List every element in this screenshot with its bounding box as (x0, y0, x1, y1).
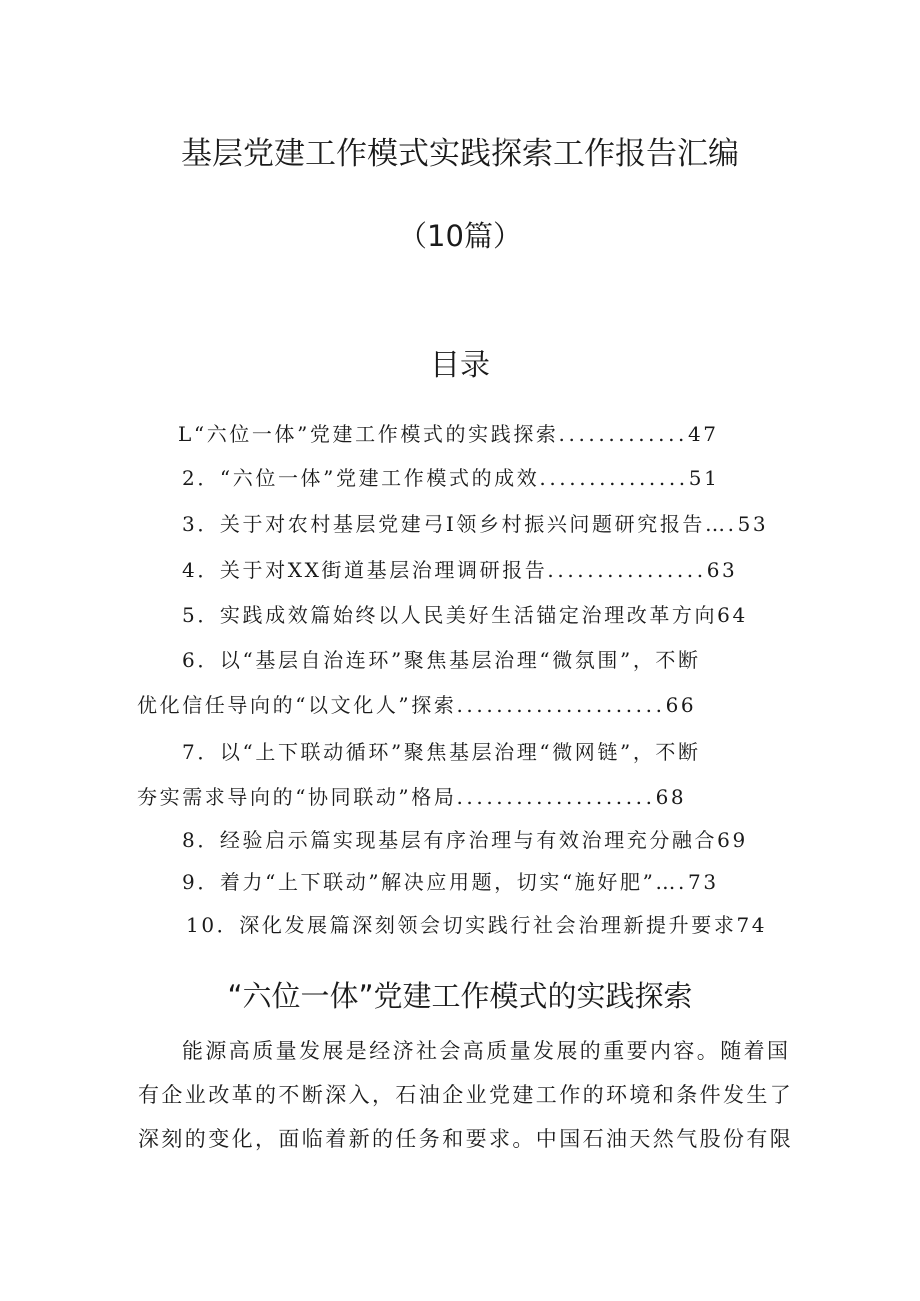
toc-entry-6-continued[interactable] (137, 690, 696, 720)
toc-entry-text: L“六位一体”党建工作模式的实践探索 (178, 422, 559, 446)
toc-leader-dots: .................... (456, 785, 656, 809)
toc-entry-1[interactable] (178, 419, 719, 449)
document-subtitle: （10篇） (398, 219, 522, 253)
toc-leader-dots: ............. (558, 422, 688, 446)
toc-entry-text: 2．“六位一体”党建工作模式的成效 (182, 466, 540, 490)
toc-entry-text: 7．以“上下联动循环”聚焦基层治理“微网链”，不断 (182, 740, 701, 764)
toc-page-number: 74 (736, 913, 768, 937)
toc-heading: 目录 (430, 348, 490, 383)
toc-page-number: 64 (717, 603, 748, 627)
toc-leader-dots: ............... (539, 466, 689, 490)
toc-page-number: 53 (737, 512, 769, 536)
toc-page-number: 47 (687, 422, 719, 446)
toc-entry-text: 3．关于对农村基层党建弓I领乡村振兴问题研究报告… (182, 512, 728, 536)
toc-entry-5[interactable] (182, 600, 748, 630)
document-title: 基层党建工作模式实践探索工作报告汇编 (181, 136, 739, 172)
toc-entry-7-continued[interactable] (137, 782, 686, 812)
toc-entry-text: 4．关于对XX街道基层治理调研报告 (182, 558, 548, 582)
toc-entry-text: 10．深化发展篇深刻领会切实践行社会治理新提升要求 (186, 913, 737, 937)
toc-page-number: 66 (665, 693, 697, 717)
toc-leader-dots: ................ (547, 558, 707, 582)
toc-page-number: 68 (655, 785, 687, 809)
section-heading: “六位一体”党建工作模式的实践探索 (227, 979, 693, 1013)
toc-entry-2[interactable] (182, 463, 719, 493)
toc-leader-dots: . (727, 512, 738, 536)
toc-entry-4[interactable] (182, 555, 737, 585)
toc-entry-8[interactable] (182, 825, 748, 855)
toc-entry-6[interactable] (182, 645, 701, 675)
toc-page-number: 69 (717, 828, 748, 852)
toc-leader-dots: . (678, 870, 688, 894)
toc-page-number: 63 (706, 558, 738, 582)
toc-entry-3[interactable] (182, 509, 768, 539)
toc-entry-10[interactable] (186, 910, 767, 940)
toc-entry-text: 8．经验启示篇实现基层有序治理与有效治理充分融合 (182, 828, 718, 852)
toc-leader-dots: ..................... (456, 693, 666, 717)
toc-page-number: 73 (688, 870, 719, 894)
toc-page-number: 51 (688, 466, 720, 490)
paragraph-line: 能源高质量发展是经济社会高质量发展的重要内容。随着国 (182, 1039, 791, 1063)
toc-entry-7[interactable] (182, 737, 701, 767)
toc-entry-text: 6．以“基层自治连环”聚焦基层治理“微氛围”，不断 (182, 648, 701, 672)
toc-entry-text: 9．着力“上下联动”解决应用题，切实“施好肥”… (182, 870, 679, 894)
toc-entry-text: 5．实践成效篇始终以人民美好生活锚定治理改革方向 (182, 603, 718, 627)
toc-entry-9[interactable] (182, 867, 719, 897)
toc-entry-text: 夯实需求导向的“协同联动”格局 (137, 785, 457, 809)
paragraph-line: 深刻的变化，面临着新的任务和要求。中国石油天然气股份有限 (138, 1127, 794, 1151)
toc-entry-text: 优化信任导向的“以文化人”探索 (137, 693, 457, 717)
paragraph-line: 有企业改革的不断深入，石油企业党建工作的环境和条件发生了 (138, 1083, 794, 1107)
